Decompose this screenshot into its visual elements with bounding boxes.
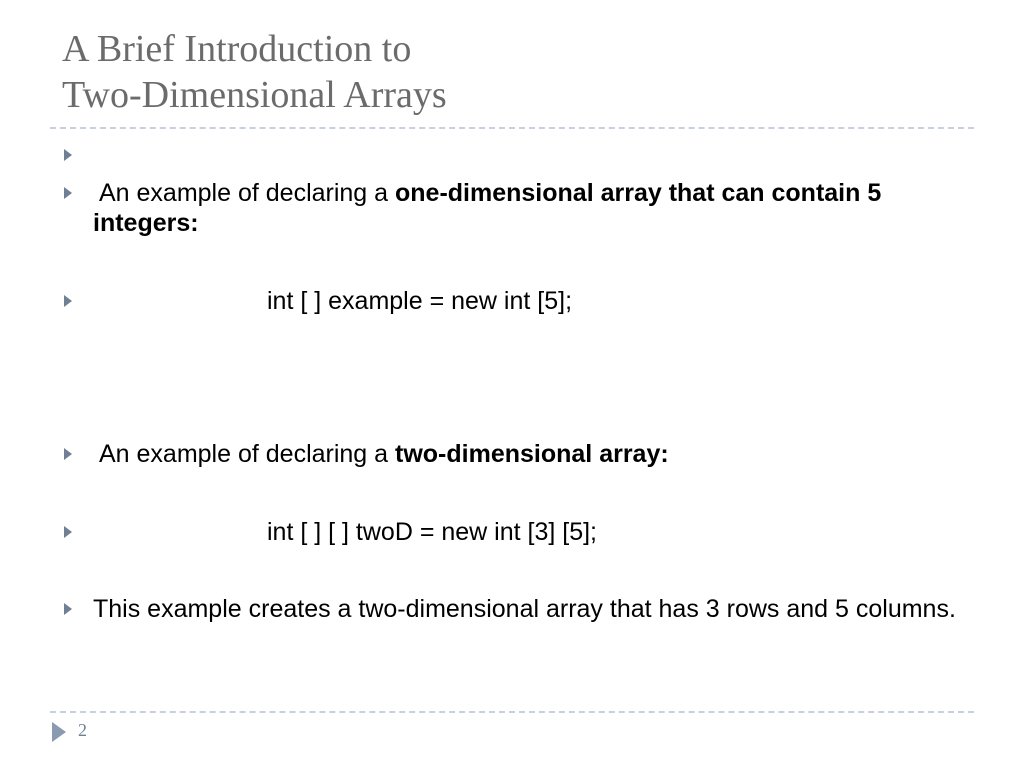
bullet-two-d-bold: two-dimensional array: [395,440,669,468]
title-divider [50,127,974,129]
code-two-dimensional: int [ ] [ ] twoD = new int [3] [5]; [267,518,598,546]
bullet-summary: This example creates a two-dimensional array that has 3 rows and 5 columns. [93,595,956,623]
bullet-one-dimensional [93,178,973,238]
slide-title [62,26,962,118]
title-line-1: A Brief Introduction to [62,28,412,70]
bullet-one-d-bold: one-dimensional array that can contain 5 integers: [93,179,882,237]
bullet-arrow-icon [64,187,72,199]
bullet-arrow-icon [64,603,72,615]
footer-divider [50,711,974,713]
code-one-dimensional: int [ ] example = new int [5]; [267,287,573,315]
page-number: 2 [78,720,87,740]
bullet-two-d-prefix: An example of declaring a [99,440,396,468]
bullet-arrow-icon [64,295,72,307]
bullet-one-d-prefix: An example of declaring a [99,179,396,207]
bullet-arrow-icon [64,526,72,538]
bullet-two-dimensional [93,439,973,469]
title-line-2: Two-Dimensional Arrays [62,74,447,116]
footer-arrow-icon [52,722,66,742]
bullet-arrow-icon [64,448,72,460]
bullet-arrow-icon [64,149,72,161]
